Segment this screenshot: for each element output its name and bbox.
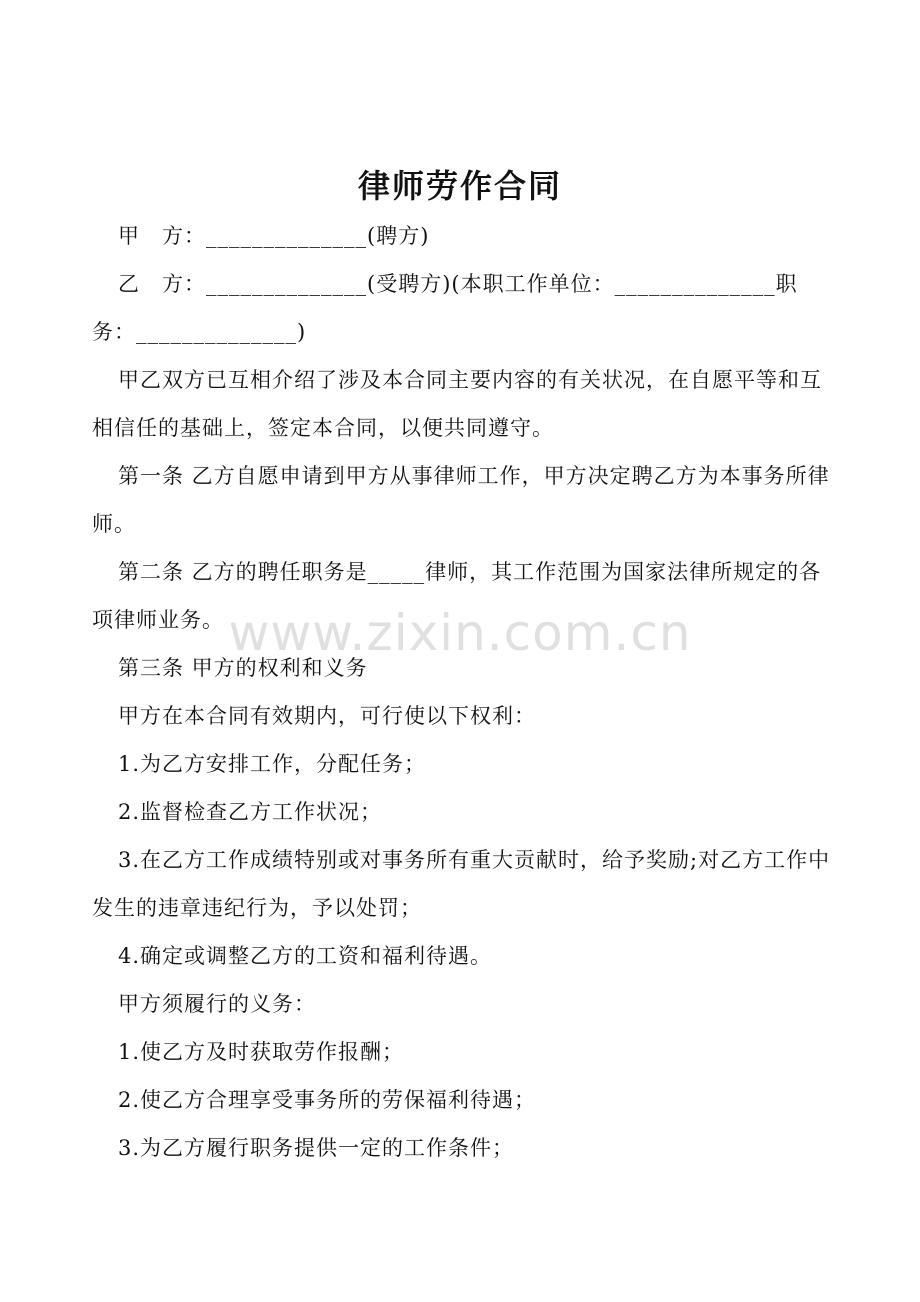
article-2: 第二条 乙方的聘任职务是_____律师，其工作范围为国家法律所规定的各项律师业务。 <box>92 560 822 632</box>
party-b-line: 乙 方：______________(受聘方)(本职工作单位：______________职务：______________) <box>92 272 798 344</box>
right-item-4: 4.确定或调整乙方的工资和福利待遇。 <box>118 944 493 968</box>
party-a-line: 甲 方：______________(聘方) <box>118 224 430 248</box>
right-item-3: 3.在乙方工作成绩特别或对事务所有重大贡献时，给予奖励;对乙方工作中发生的违章违纪行为，予以处罚； <box>92 848 831 920</box>
party-a-rights-intro: 甲方在本合同有效期内，可行使以下权利： <box>118 704 536 728</box>
article-3-heading: 第三条 甲方的权利和义务 <box>118 656 368 680</box>
right-item-2: 2.监督检查乙方工作状况； <box>118 800 383 824</box>
right-item-1: 1.为乙方安排工作，分配任务； <box>118 752 427 776</box>
document-body <box>92 212 837 1172</box>
watermark: www.zixin.com.cn <box>228 604 692 662</box>
article-1: 第一条 乙方自愿申请到甲方从事律师工作，甲方决定聘乙方为本事务所律师。 <box>92 464 830 536</box>
duty-item-3: 3.为乙方履行职务提供一定的工作条件； <box>118 1136 515 1160</box>
duty-item-2: 2.使乙方合理享受事务所的劳保福利待遇； <box>118 1088 537 1112</box>
duty-item-1: 1.使乙方及时获取劳作报酬； <box>118 1040 405 1064</box>
intro-paragraph: 甲乙双方已互相介绍了涉及本合同主要内容的有关状况，在自愿平等和互相信任的基础上，签定本合同，以便共同遵守。 <box>92 368 822 440</box>
party-a-duties-intro: 甲方须履行的义务： <box>118 992 316 1016</box>
document-title: 律师劳作合同 <box>357 167 562 205</box>
